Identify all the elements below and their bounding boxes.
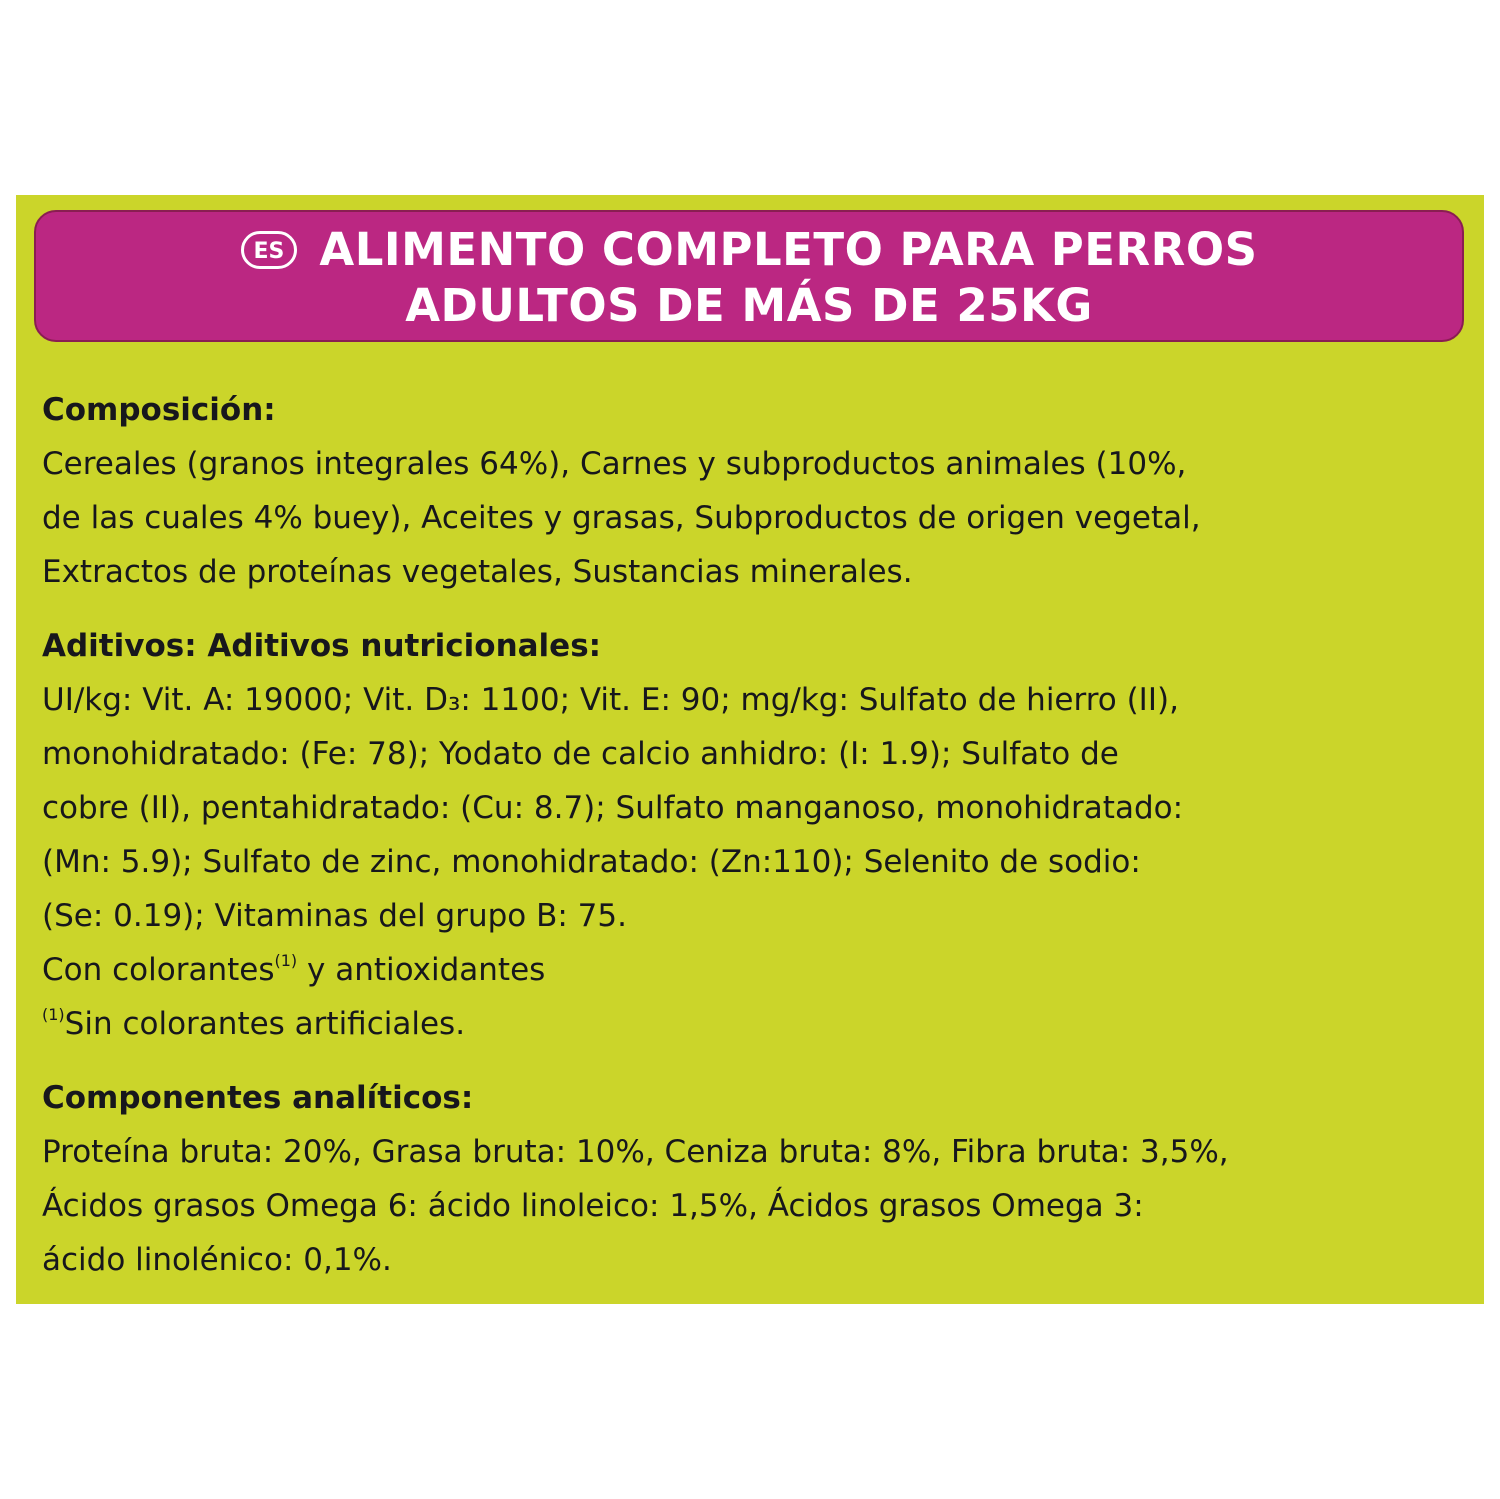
footnote-marker: (1) [274, 951, 298, 970]
title-line-2: ADULTOS DE MÁS DE 25KG [405, 279, 1093, 332]
aditivos-line: (Se: 0.19); Vitaminas del grupo B: 75. [42, 898, 627, 934]
colorantes-prefix: Con colorantes [42, 952, 275, 988]
aditivos-line: UI/kg: Vit. A: 19000; Vit. D₃: 1100; Vit. E: 90; mg/kg: Sulfato de hierro (II), [42, 682, 1179, 718]
title-line-1 [36, 222, 1462, 278]
analiticos-line: Ácidos grasos Omega 6: ácido linoleico: 1,5%, Ácidos grasos Omega 3: [42, 1188, 1144, 1224]
section-gap [42, 599, 1462, 619]
analiticos-line: ácido linolénico: 0,1%. [42, 1242, 392, 1278]
footnote-text: Sin colorantes artificiales. [64, 1006, 466, 1042]
analiticos-line: Proteína bruta: 20%, Grasa bruta: 10%, Ceniza bruta: 8%, Fibra bruta: 3,5%, [42, 1134, 1229, 1170]
aditivos-line: cobre (II), pentahidratado: (Cu: 8.7); Sulfato manganoso, monohidratado: [42, 790, 1184, 826]
composicion-line: de las cuales 4% buey), Aceites y grasas, Subproductos de origen vegetal, [42, 500, 1201, 536]
composicion-heading: Composición: [42, 392, 276, 428]
footnote-line [42, 997, 1462, 1051]
colorantes-line [42, 943, 1462, 997]
colorantes-suffix: y antioxidantes [297, 952, 546, 988]
composicion-line: Cereales (granos integrales 64%), Carnes y subproductos animales (10%, [42, 446, 1187, 482]
label-content [42, 383, 1462, 1287]
footnote-marker: (1) [42, 1005, 65, 1024]
title-banner [34, 210, 1464, 342]
aditivos-heading: Aditivos: Aditivos nutricionales: [42, 628, 602, 664]
section-gap [42, 1051, 1462, 1071]
aditivos-line: (Mn: 5.9); Sulfato de zinc, monohidratado: (Zn:110); Selenito de sodio: [42, 844, 1141, 880]
title-text-1: ALIMENTO COMPLETO PARA PERROS [319, 223, 1258, 276]
analiticos-heading: Componentes analíticos: [42, 1080, 474, 1116]
language-badge: ES [241, 231, 298, 269]
aditivos-line: monohidratado: (Fe: 78); Yodato de calcio anhidro: (I: 1.9); Sulfato de [42, 736, 1119, 772]
composicion-line: Extractos de proteínas vegetales, Sustancias minerales. [42, 554, 913, 590]
